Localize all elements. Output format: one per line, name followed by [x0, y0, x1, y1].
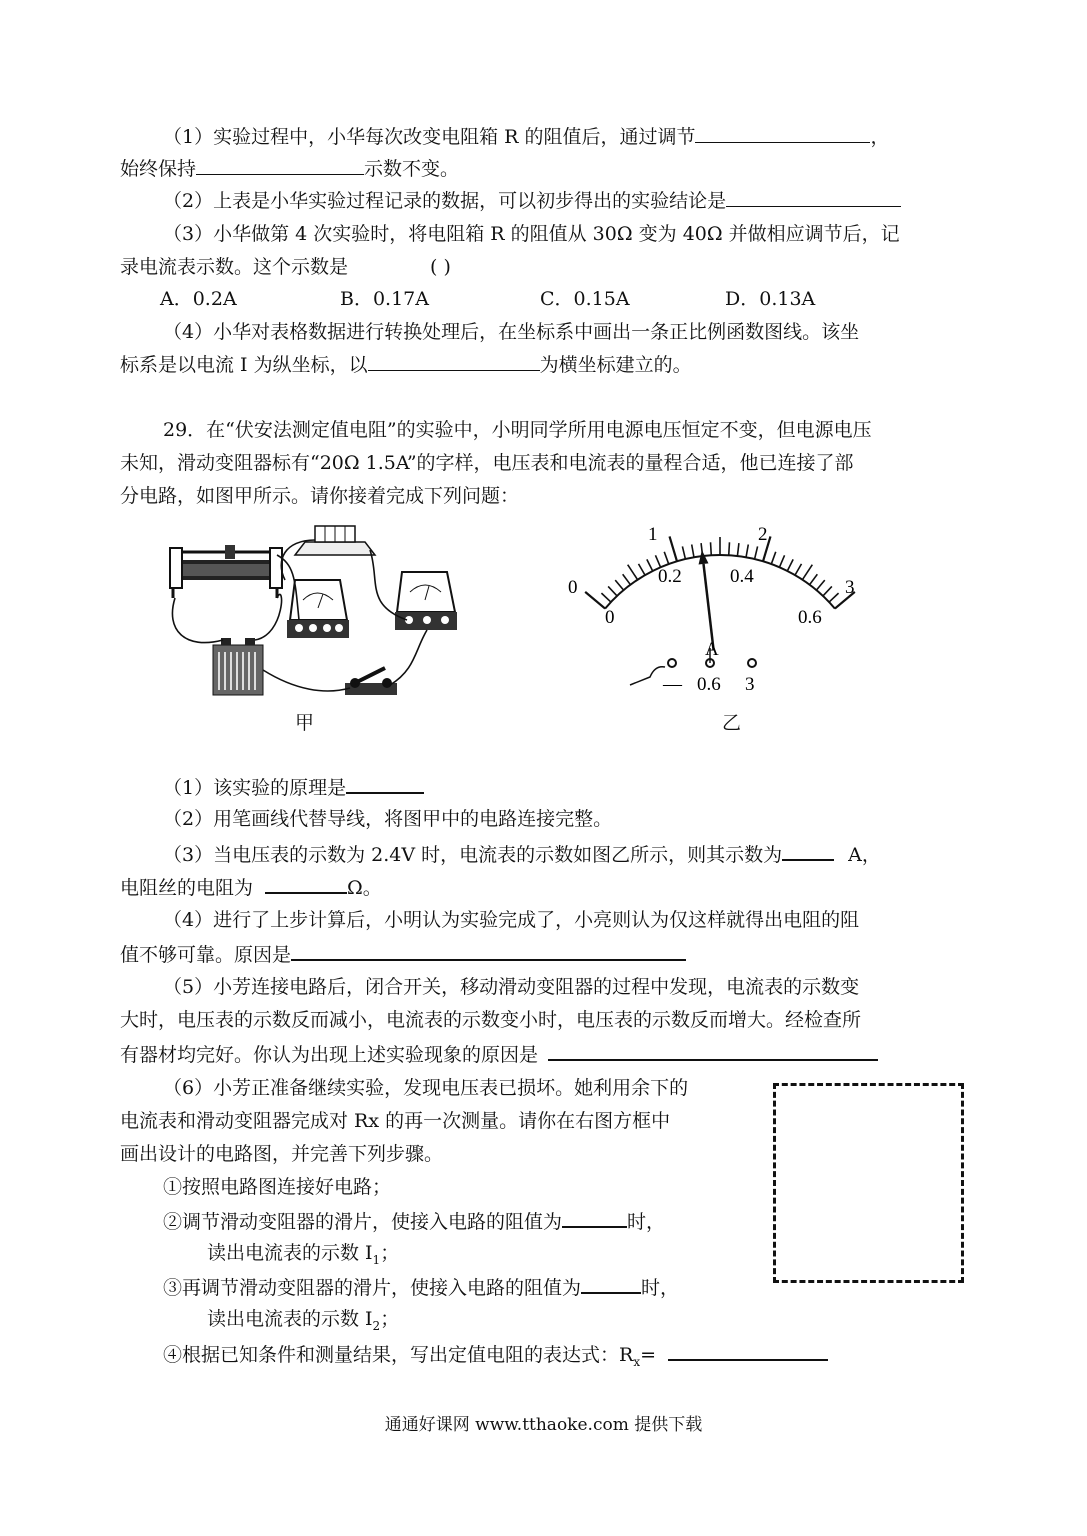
dial-tick: [601, 593, 610, 602]
dial-tick: [816, 580, 824, 590]
q29-s6-line2: 电流表和滑动变阻器完成对 Rx 的再一次测量。请你在右图方框中: [120, 1110, 671, 1132]
dial-tick: [771, 552, 775, 564]
switch-icon: [345, 668, 397, 695]
q29-s5-line2: 大时，电压表的示数反而减小，电流表的示数变小时，电压表的示数反而增大。经检查所: [120, 1009, 862, 1031]
dial-arc: [605, 555, 835, 609]
q29-step3-cont: 读出电流表的示数 $I_2$；: [207, 1308, 400, 1333]
answer-blank[interactable]: [562, 1208, 627, 1228]
dial-tick: [787, 559, 793, 571]
option-c[interactable]: C．0.15A: [540, 288, 630, 310]
dial-tick: [639, 564, 646, 575]
top-scale-label: 1: [648, 524, 658, 545]
q28-options: [160, 287, 815, 311]
top-scale-label: 0: [568, 577, 578, 598]
dial-tick: [647, 559, 653, 571]
answer-blank[interactable]: [726, 188, 901, 207]
q29-intro-line2: 未知，滑动变阻器标有“20Ω 1.5A”的字样，电压表和电流表的量程合适，他已连接了部: [120, 452, 854, 474]
q29-s4: （4）进行了上步计算后，小明认为实验完成了，小亮则认为仅这样就得出电阻的阻: [163, 909, 860, 931]
q29-step1: ①按照电路图连接好电路；: [163, 1176, 392, 1198]
dial-tick: [823, 586, 832, 595]
circuit-figure-jia: [165, 520, 485, 710]
bottom-scale-label: 0.6: [798, 607, 822, 628]
page-footer: 通通好课网 www.tthaoke.com 提供下载: [384, 1415, 703, 1435]
meter-needle: [704, 564, 714, 650]
terminal-label: 3: [745, 674, 755, 695]
dial-scale-ticks: [585, 536, 855, 608]
ammeter-icon: [395, 572, 457, 630]
answer-blank[interactable]: [196, 156, 364, 175]
answer-paren[interactable]: ( ): [430, 256, 451, 278]
answer-blank[interactable]: [668, 1341, 828, 1361]
dial-tick: [729, 542, 730, 555]
q29-s3-cont: 电阻丝的电阻为 Ω。: [120, 874, 382, 900]
q28-part4: （4）小华对表格数据进行转换处理后，在坐标系中画出一条正比例函数图线。该坐: [163, 321, 860, 343]
answer-blank[interactable]: [368, 352, 540, 371]
circuit-drawing-box[interactable]: [773, 1083, 964, 1283]
option-d[interactable]: D．0.13A: [725, 288, 816, 310]
dial-tick: [779, 555, 784, 567]
dial-tick: [692, 544, 694, 557]
q29-s5-line3: 有器材均完好。你认为出现上述实验现象的原因是: [120, 1041, 878, 1067]
top-scale-label: 3: [845, 577, 855, 598]
bottom-scale-label: 0: [605, 607, 615, 628]
q28-part3-cont: 录电流表示数。这个示数是 ( ): [120, 256, 451, 278]
meter-unit-label: A: [705, 639, 719, 660]
dial-tick: [755, 546, 758, 559]
bottom-scale-label: 0.2: [658, 566, 682, 587]
dial-tick: [615, 580, 623, 590]
figure-caption-yi: 乙: [722, 712, 742, 734]
ammeter-dial-figure-yi: [560, 515, 880, 705]
rheostat-icon: [170, 545, 282, 598]
bottom-scale-label: 0.4: [730, 566, 754, 587]
dial-tick: [664, 552, 668, 564]
q28-part4-cont: 标系是以电流 I 为纵坐标，以 为横坐标建立的。: [120, 354, 692, 376]
q28-part1: （1）实验过程中，小华每次改变电阻箱 R 的阻值后，通过调节 ，: [163, 126, 890, 148]
answer-blank[interactable]: [581, 1274, 641, 1294]
q28-part1-cont: 始终保持 示数不变。: [120, 158, 460, 180]
top-scale-label: 2: [758, 524, 768, 545]
q29-intro-line1: 29．在“伏安法测定值电阻”的实验中，小明同学所用电源电压恒定不变，但电源电压: [163, 419, 872, 441]
dial-tick: [795, 564, 802, 575]
option-a[interactable]: A．0.2A: [160, 288, 237, 310]
answer-blank[interactable]: [782, 841, 834, 861]
dial-tick: [682, 546, 685, 559]
answer-blank[interactable]: [291, 941, 686, 961]
q29-s6-line3: 画出设计的电路图，并完善下列步骤。: [120, 1143, 444, 1165]
terminal-icon: [748, 659, 756, 667]
dial-tick: [737, 543, 739, 556]
q29-s2: （2）用笔画线代替导线，将图甲中的电路连接完整。: [163, 808, 613, 830]
q28-part3: （3）小华做第 4 次实验时，将电阻箱 R 的阻值从 30Ω 变为 40Ω 并做相应调节后，记: [163, 223, 900, 245]
answer-blank[interactable]: [695, 124, 870, 143]
dial-tick: [628, 565, 638, 580]
q29-s4-cont: 值不够可靠。原因是: [120, 941, 686, 967]
answer-blank[interactable]: [346, 774, 424, 794]
dial-tick: [829, 593, 838, 602]
q29-s1: （1）该实验的原理是: [163, 774, 424, 800]
dial-tick: [746, 544, 748, 557]
q29-step3: ③再调节滑动变阻器的滑片，使接入电路的阻值为 时，: [163, 1274, 679, 1300]
dial-tick: [810, 574, 818, 584]
battery-icon: [213, 638, 263, 695]
q29-step2-cont: 读出电流表的示数 $I_1$；: [207, 1242, 400, 1267]
figure-caption-jia: 甲: [295, 712, 315, 734]
terminal-label: —: [663, 674, 682, 695]
answer-blank[interactable]: [265, 874, 347, 894]
q29-step2: ②调节滑动变阻器的滑片，使接入电路的阻值为 时，: [163, 1208, 665, 1234]
answer-blank[interactable]: [548, 1041, 878, 1061]
terminal-icon: [668, 659, 676, 667]
q28-part2: （2）上表是小华实验过程记录的数据，可以初步得出的实验结论是: [163, 188, 901, 213]
terminal-wire: [630, 667, 665, 685]
q29-s3: （3）当电压表的示数为 2.4V 时，电流表的示数如图乙所示，则其示数为 A，: [163, 841, 881, 867]
dial-tick: [608, 586, 617, 595]
dial-tick: [670, 536, 677, 561]
dial-tick: [623, 574, 631, 584]
q29-intro-line3: 分电路，如图甲所示。请你接着完成下列问题：: [120, 485, 520, 507]
dial-tick: [802, 565, 812, 580]
q29-s5: （5）小芳连接电路后，闭合开关，移动滑动变阻器的过程中发现，电流表的示数变: [163, 976, 860, 998]
dial-tick: [711, 542, 712, 555]
q29-step4: ④根据已知条件和测量结果，写出定值电阻的表达式：$R_x=$: [163, 1341, 828, 1374]
option-b[interactable]: B．0.17A: [340, 288, 429, 310]
terminal-label: 0.6: [697, 674, 721, 695]
q29-s6: （6）小芳正准备继续实验，发现电压表已损坏。她利用余下的: [163, 1077, 689, 1099]
